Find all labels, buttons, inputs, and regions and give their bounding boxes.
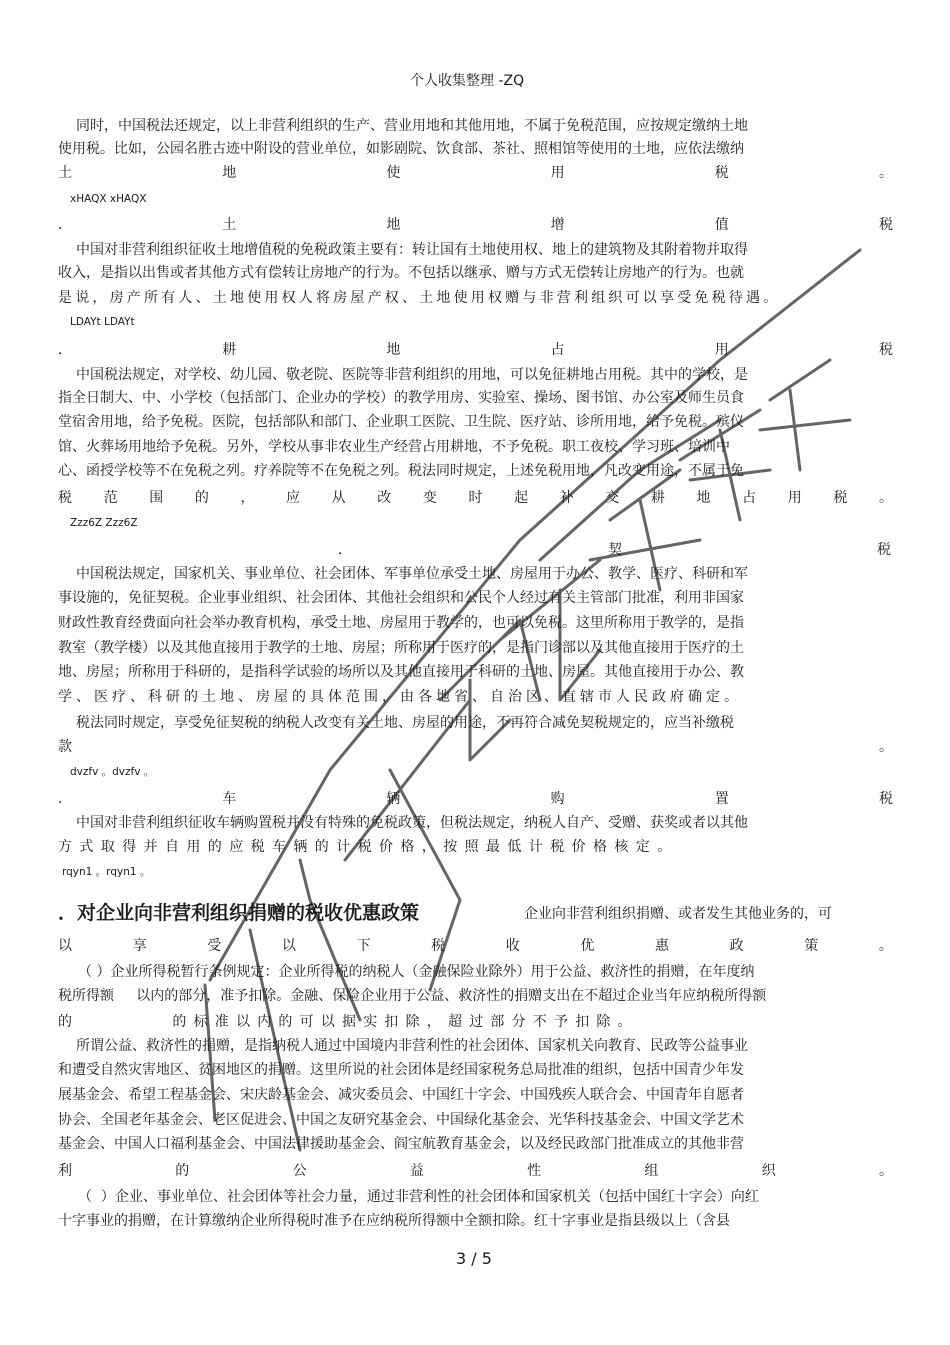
- char: 组: [644, 1163, 659, 1179]
- paragraph-line: 税所得额 以内的部分，准予扣除。金融、保险企业用于公益、救济性的捐赠支出在不超过企业当年应纳税所得额: [58, 988, 767, 1004]
- paragraph-line: 收入，是指以出售或者其他方式有偿转让房地产的行为。不包括以继承、赠与方式无偿转让房地产的行为。也就: [58, 265, 744, 281]
- paragraph-line: 指全日制大、中、小学校（包括部门、企业办的学校）的教学用房、实验室、操场、图书馆、办公室及师生员食: [58, 390, 744, 406]
- char: 以: [281, 938, 296, 954]
- paragraph-line: 展基金会、希望工程基金会、宋庆龄基金会、减灾委员会、中国红十字会、中国残疾人联合会、中国青年自愿者: [58, 1087, 744, 1103]
- paragraph-line: 企业向非营利组织捐赠、或者发生其他业务的，可: [524, 906, 832, 922]
- char: 优: [580, 938, 595, 954]
- char: 用: [714, 342, 729, 358]
- justified-line: [58, 938, 893, 954]
- marker-text: xHAQX xHAQX: [70, 193, 147, 205]
- paragraph-line: 学、医疗、科研的土地、房屋的具体范围，由各地省、自治区、直辖市人民政府确定。: [58, 689, 742, 705]
- char: 受: [207, 938, 222, 954]
- paragraph-line: 协会、全国老年基金会、老区促进会、中国之友研究基金会、中国绿化基金会、光华科技基金会、中国文学艺术: [58, 1112, 744, 1128]
- section-heading: [58, 217, 893, 233]
- char: 税: [878, 791, 893, 807]
- char: 。: [878, 938, 893, 954]
- paragraph-line: 中国对非营利组织征收车辆购置税并没有特殊的免税政策，但税法规定，纳税人自产、受赠、获奖或者以其他: [76, 815, 748, 831]
- paragraph-line: 堂宿舍用地，给予免税。医院，包括部队和部门、企业职工医院、卫生院、医疗站、诊所用地，给予免税。殡仪: [58, 414, 744, 430]
- char: 税: [878, 217, 893, 233]
- paragraph-line: （ ）企业所得税暂行条例规定：企业所得税的纳税人（金融保险业除外）用于公益、救济性的捐赠，在年度纳: [78, 964, 755, 980]
- char: 下: [356, 938, 371, 954]
- char: ．: [58, 342, 72, 358]
- paragraph-line: 和遭受自然灾害地区、贫困地区的捐赠。这里所说的社会团体是经国家税务总局批准的组织，包括中国青少年发: [58, 1062, 744, 1078]
- char: 公: [292, 1163, 307, 1179]
- char: 惠: [655, 938, 669, 954]
- char: 变: [422, 490, 437, 506]
- char: 政: [729, 938, 744, 954]
- char: 时: [468, 490, 483, 506]
- char: 置: [714, 791, 729, 807]
- heading-dot: ．: [338, 542, 352, 558]
- char: 织: [761, 1163, 776, 1179]
- char: 辆: [386, 791, 401, 807]
- marker-text: dvzfv 。dvzfv 。: [70, 766, 155, 778]
- char: 补: [559, 490, 574, 506]
- char: 从: [331, 490, 346, 506]
- char: ．: [58, 217, 72, 233]
- char: 性: [527, 1163, 542, 1179]
- char: 。: [878, 1163, 893, 1179]
- char: 占: [742, 490, 757, 506]
- page-header: 个人收集整理 -ZQ: [410, 73, 525, 89]
- paragraph-line: 中国税法规定，对学校、幼儿园、敬老院、医院等非营利组织的用地，可以免征耕地占用税。其中的学校，是: [76, 367, 748, 383]
- justified-line: [58, 165, 893, 181]
- marker-text: LDAYt LDAYt: [70, 316, 135, 328]
- heading-char: 税: [877, 542, 891, 558]
- char: 的: [194, 490, 209, 506]
- char: 耕: [222, 342, 237, 358]
- justified-line: [58, 1163, 893, 1179]
- char: 享: [132, 938, 147, 954]
- paragraph-line: 心、函授学校等不在免税之列。疗养院等不在免税之列。税法同时规定，上述免税用地，凡改变用途，不属于免: [58, 463, 744, 479]
- paragraph-line: 馆、火葬场用地给予免税。另外，学校从事非农业生产经营占用耕地，不予免税。职工夜校、学习班、培训中: [58, 439, 730, 455]
- paragraph-line: 教室（教学楼）以及其他直接用于教学的土地、房屋；所称用于医疗的，是指门诊部以及其他直接用于医疗的土: [58, 640, 744, 656]
- char: 税: [431, 938, 446, 954]
- char: 土: [58, 165, 72, 181]
- char: 的: [175, 1163, 190, 1179]
- paragraph-line: 中国对非营利组织征收土地增值税的免税政策主要有：转让国有土地使用权、地上的建筑物及其附着物并取得: [76, 242, 748, 258]
- char: ．: [58, 791, 72, 807]
- heading-char: 契: [608, 542, 622, 558]
- char: ，: [240, 490, 255, 506]
- section-heading: [58, 791, 893, 807]
- paragraph-line: 方式取得并自用的应税车辆的计税价格，按照最低计税价格核定。: [58, 839, 679, 855]
- paragraph-line: 同时，中国税法还规定，以上非营利组织的生产、营业用地和其他用地，不属于免税范围，应按规定缴纳土地: [76, 118, 748, 134]
- char: 。: [879, 739, 893, 755]
- char: 围: [149, 490, 164, 506]
- paragraph-line: 基金会、中国人口福利基金会、中国法律援助基金会、阎宝航教育基金会，以及经民政部门批准成立的其他非营: [58, 1136, 744, 1152]
- char: 车: [222, 791, 237, 807]
- char: 税: [833, 490, 848, 506]
- char: 改: [377, 490, 392, 506]
- char: 税: [714, 165, 729, 181]
- char: 耕: [650, 490, 665, 506]
- char: 值: [714, 217, 729, 233]
- marker-text: rqyn1 。rqyn1 。: [62, 866, 151, 878]
- char: 交: [605, 490, 620, 506]
- char: 益: [409, 1163, 424, 1179]
- paragraph-line: 中国税法规定，国家机关、事业单位、社会团体、军事单位承受土地、房屋用于办公、教学、医疗、科研和军: [76, 566, 748, 582]
- paragraph-line: 十字事业的捐赠，在计算缴纳企业所得税时准予在应纳税所得额中全额扣除。红十字事业是指县级以上（含县: [58, 1213, 730, 1229]
- char: 利: [58, 1163, 72, 1179]
- paragraph-line: 是说，房产所有人、土地使用权人将房屋产权、土地使用权赠与非营利组织可以享受免税待遇。: [58, 290, 781, 306]
- char: 地: [696, 490, 711, 506]
- paragraph-line: 所谓公益、救济性的捐赠，是指纳税人通过中国境内非营利性的社会团体、国家机关向教育、民政等公益事业: [76, 1038, 748, 1054]
- char: 地: [222, 165, 237, 181]
- page-number: 3 / 5: [456, 1249, 492, 1268]
- char: 购: [550, 791, 565, 807]
- char: 。: [878, 165, 893, 181]
- marker-text: Zzz6Z Zzz6Z: [70, 517, 138, 529]
- char: 增: [550, 217, 565, 233]
- char: 用: [550, 165, 565, 181]
- section-title: ．对企业向非营利组织捐赠的税收优惠政策: [58, 902, 420, 924]
- justified-line: [58, 490, 893, 506]
- paragraph-line: 地、房屋；所称用于科研的，是指科学试验的场所以及其他直接用于科研的土地、房屋。其他直接用于办公、教: [58, 664, 744, 680]
- section-heading: [58, 342, 893, 358]
- char: 。: [878, 490, 893, 506]
- char: 地: [386, 342, 401, 358]
- char: 占: [550, 342, 565, 358]
- paragraph-line: 使用税。比如，公园名胜古迹中附设的营业单位，如影剧院、饮食部、茶社、照相馆等使用的土地，应依法缴纳: [58, 141, 744, 157]
- char: 范: [103, 490, 118, 506]
- char: 策: [804, 938, 819, 954]
- paragraph-line: 事设施的，免征契税。企业事业组织、社会团体、其他社会组织和公民个人经过有关主管部门批准，利用非国家: [58, 590, 744, 606]
- char: 税: [58, 490, 72, 506]
- char: 土: [222, 217, 237, 233]
- justified-line: [58, 739, 893, 755]
- char: 收: [505, 938, 520, 954]
- paragraph-line: 的 的标准以内的可以据实扣除，超过部分不予扣除。: [58, 1014, 639, 1030]
- char: 以: [58, 938, 72, 954]
- char: 税: [878, 342, 893, 358]
- char: 款: [58, 739, 72, 755]
- paragraph-line: （ ）企业、事业单位、社会团体等社会力量，通过非营利性的社会团体和国家机关（包括中国红十字会）向红: [78, 1189, 759, 1205]
- char: 地: [386, 217, 401, 233]
- char: 用: [787, 490, 802, 506]
- char: 起: [514, 490, 529, 506]
- char: 应: [286, 490, 301, 506]
- paragraph-line: 财政性教育经费面向社会举办教育机构，承受土地、房屋用于教学的，也可以免税。这里所称用于教学的，是指: [58, 615, 744, 631]
- paragraph-line: 税法同时规定，享受免征契税的纳税人改变有关土地、房屋的用途，不再符合减免契税规定的，应当补缴税: [76, 715, 734, 731]
- char: 使: [386, 165, 401, 181]
